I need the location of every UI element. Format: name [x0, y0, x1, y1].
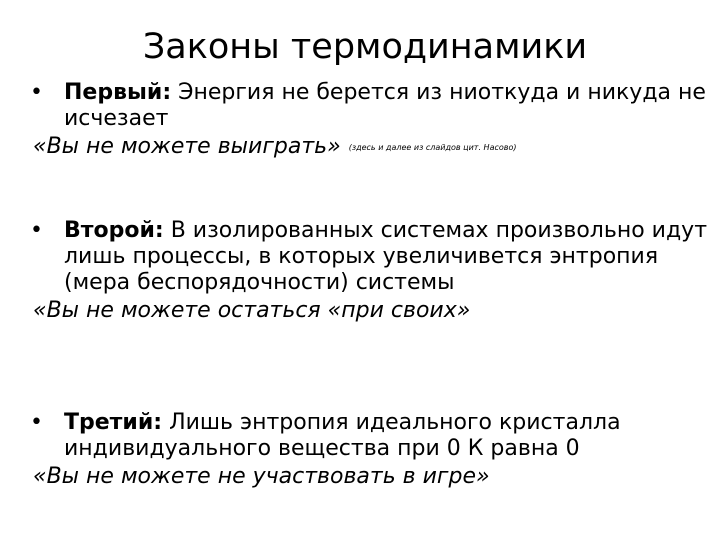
- law-first-name: Первый:: [64, 80, 172, 105]
- law-first-text: Энергия не берется из ниоткуда и никуда не исчезает: [64, 80, 706, 131]
- law-second: [30, 218, 710, 324]
- law-third: [30, 410, 710, 490]
- law-first: [30, 80, 710, 161]
- bullet-icon: •: [30, 80, 43, 105]
- law-third-name: Третий:: [64, 410, 163, 435]
- slide-title: Законы термодинамики: [142, 27, 588, 67]
- law-third-quote: «Вы не можете не участвовать в игре»: [33, 464, 490, 489]
- law-first-quote: «Вы не можете выиграть»: [33, 134, 341, 159]
- law-third-text: Лишь энтропия идеального кристалла индивидуального вещества при 0 К равна 0: [64, 410, 621, 461]
- law-second-text: В изолированных системах произвольно идут лишь процессы, в которых увеличивется энтропия (мера беспорядочности) системы: [64, 218, 708, 295]
- bullet-icon: •: [30, 410, 43, 435]
- law-second-name: Второй:: [64, 218, 164, 243]
- law-first-quote-line: [33, 134, 713, 161]
- law-third-quote-line: [33, 464, 713, 490]
- citation-note: (здесь и далее из слайдов цит. Насово): [348, 143, 517, 152]
- law-second-quote-line: [33, 298, 713, 324]
- bullet-icon: •: [30, 218, 43, 243]
- law-first-statement: [30, 80, 710, 132]
- law-third-statement: [30, 410, 710, 462]
- law-second-quote: «Вы не можете остаться «при своих»: [33, 298, 471, 323]
- law-second-statement: [30, 218, 710, 296]
